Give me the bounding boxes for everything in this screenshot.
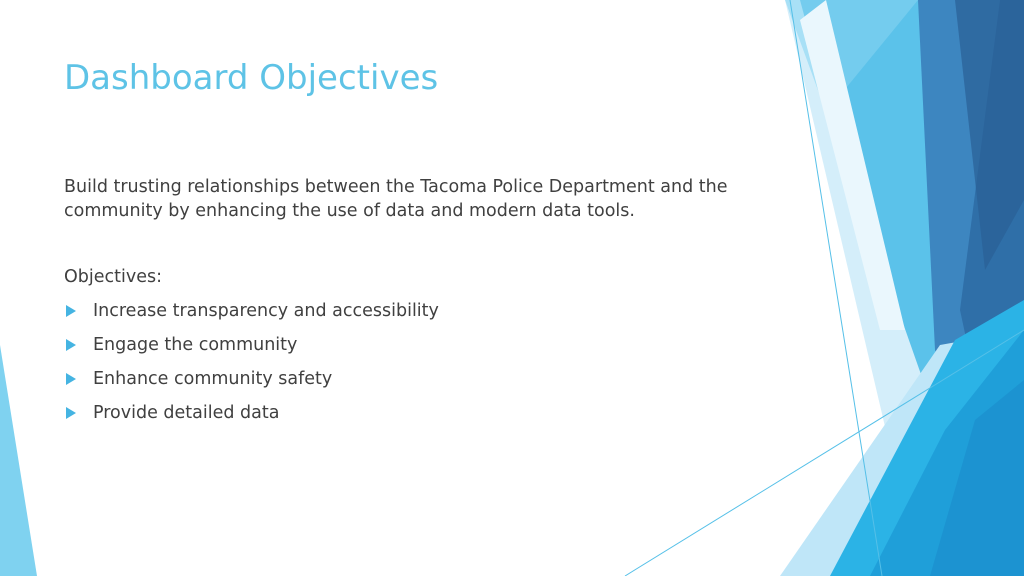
bullet-arrow-icon [66, 339, 76, 351]
left-edge-facet [0, 345, 37, 576]
list-item-text: Provide detailed data [93, 403, 280, 423]
bullet-arrow-icon [66, 305, 76, 317]
list-item-text: Increase transparency and accessibility [93, 301, 439, 321]
list-item-text: Engage the community [93, 335, 298, 355]
bullet-arrow-icon [66, 407, 76, 419]
intro-paragraph: Build trusting relationships between the Tacoma Police Department and the community by enhancing the use of data and modern data tools. [64, 177, 728, 221]
objectives-heading: Objectives: [64, 267, 162, 287]
slide-title: Dashboard Objectives [64, 58, 439, 98]
bullet-arrow-icon [66, 373, 76, 385]
list-item-text: Enhance community safety [93, 369, 333, 389]
